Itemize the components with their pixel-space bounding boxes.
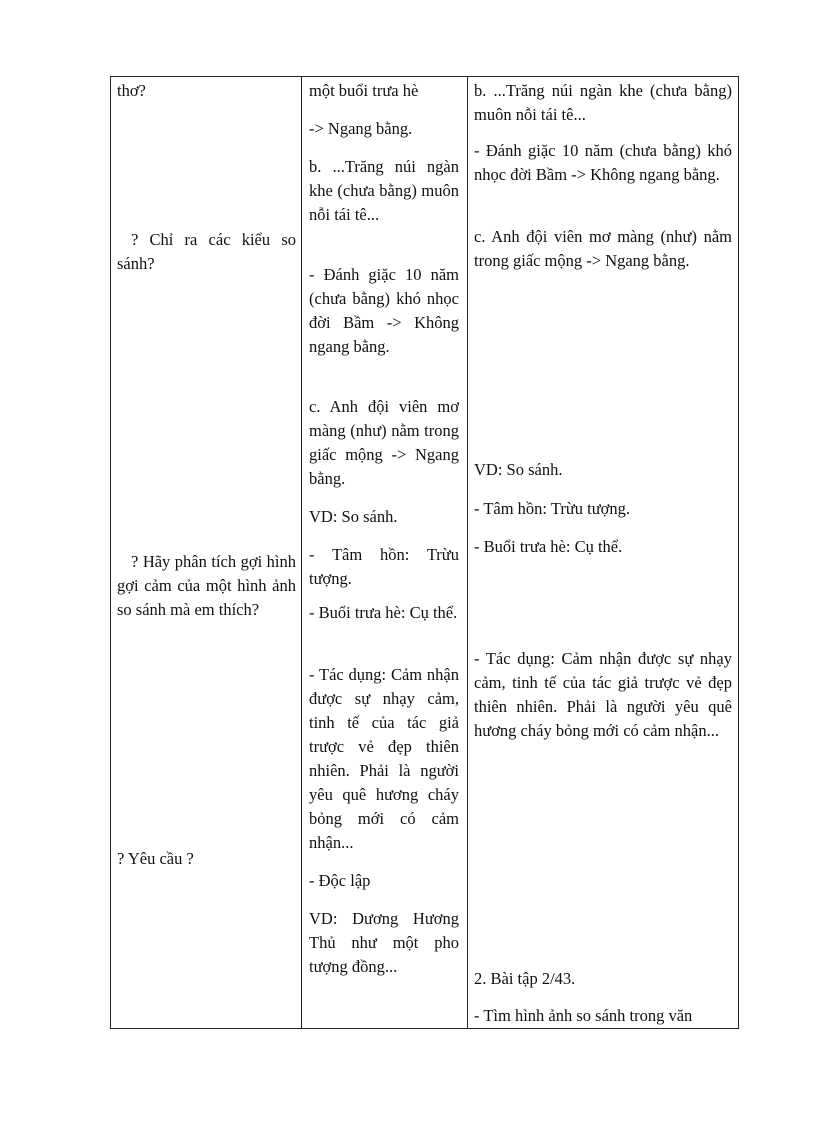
answer-example: VD: So sánh. — [309, 507, 398, 526]
answer-effect: - Tác dụng: Cảm nhận được sự nhạy cảm, tinh tế của tác giả trược vẻ đẹp thiên nhiên. Phải là người yêu quê hương cháy bỏng mới có cảm nhận... — [309, 665, 459, 852]
lesson-table — [110, 76, 739, 1029]
answer-item-b: b. ...Trăng núi ngàn khe (chưa bằng) muôn nỗi tái tê... — [309, 157, 459, 224]
note-item: - Đánh giặc 10 năm (chưa bằng) khó nhọc đời Bầm -> Không ngang bằng. — [474, 141, 732, 184]
note-item: - Buổi trưa hè: Cụ thể. — [474, 537, 623, 556]
exercise-heading: 2. Bài tập 2/43. — [474, 969, 576, 988]
answer-item: - Tâm hồn: Trừu tượng. — [309, 545, 459, 588]
question-requirement: ? Yêu cầu ? — [117, 849, 194, 868]
question-compare-types: ? Chỉ ra các kiểu so sánh? — [117, 230, 296, 273]
note-effect: - Tác dụng: Cảm nhận được sự nhạy cảm, tinh tế của tác giả trược vẻ đẹp thiên nhiên. Phải là người yêu quê hương cháy bỏng mới có cảm nhận... — [474, 649, 732, 740]
answer-line: -> Ngang bằng. — [309, 119, 413, 138]
note-item-b: b. ...Trăng núi ngàn khe (chưa bằng) muôn nỗi tái tê... — [474, 81, 732, 124]
note-item-c: c. Anh đội viên mơ màng (như) nằm trong giấc mộng -> Ngang bằng. — [474, 227, 732, 270]
answer-line: một buổi trưa hè — [309, 81, 419, 100]
note-example: VD: So sánh. — [474, 460, 563, 479]
exercise-instruction: - Tìm hình ảnh so sánh trong văn — [474, 1006, 693, 1025]
question-text-tho: thơ? — [117, 81, 146, 100]
answer-item-c: c. Anh đội viên mơ màng (như) nằm trong giấc mộng -> Ngang bằng. — [309, 397, 459, 488]
answer-item: - Đánh giặc 10 năm (chưa bằng) khó nhọc đời Bầm -> Không ngang bằng. — [309, 265, 459, 356]
note-item: - Tâm hồn: Trừu tượng. — [474, 499, 631, 518]
notes-column — [468, 77, 738, 1028]
questions-column — [111, 77, 302, 1028]
answer-example: VD: Dương Hương Thủ như một pho tượng đồng... — [309, 909, 459, 976]
answers-column — [302, 77, 468, 1028]
answer-item: - Buổi trưa hè: Cụ thể. — [309, 603, 458, 622]
answer-item: - Độc lập — [309, 871, 371, 890]
question-analyze-image: ? Hãy phân tích gợi hình gợi cảm của một hình ảnh so sánh mà em thích? — [117, 552, 296, 619]
